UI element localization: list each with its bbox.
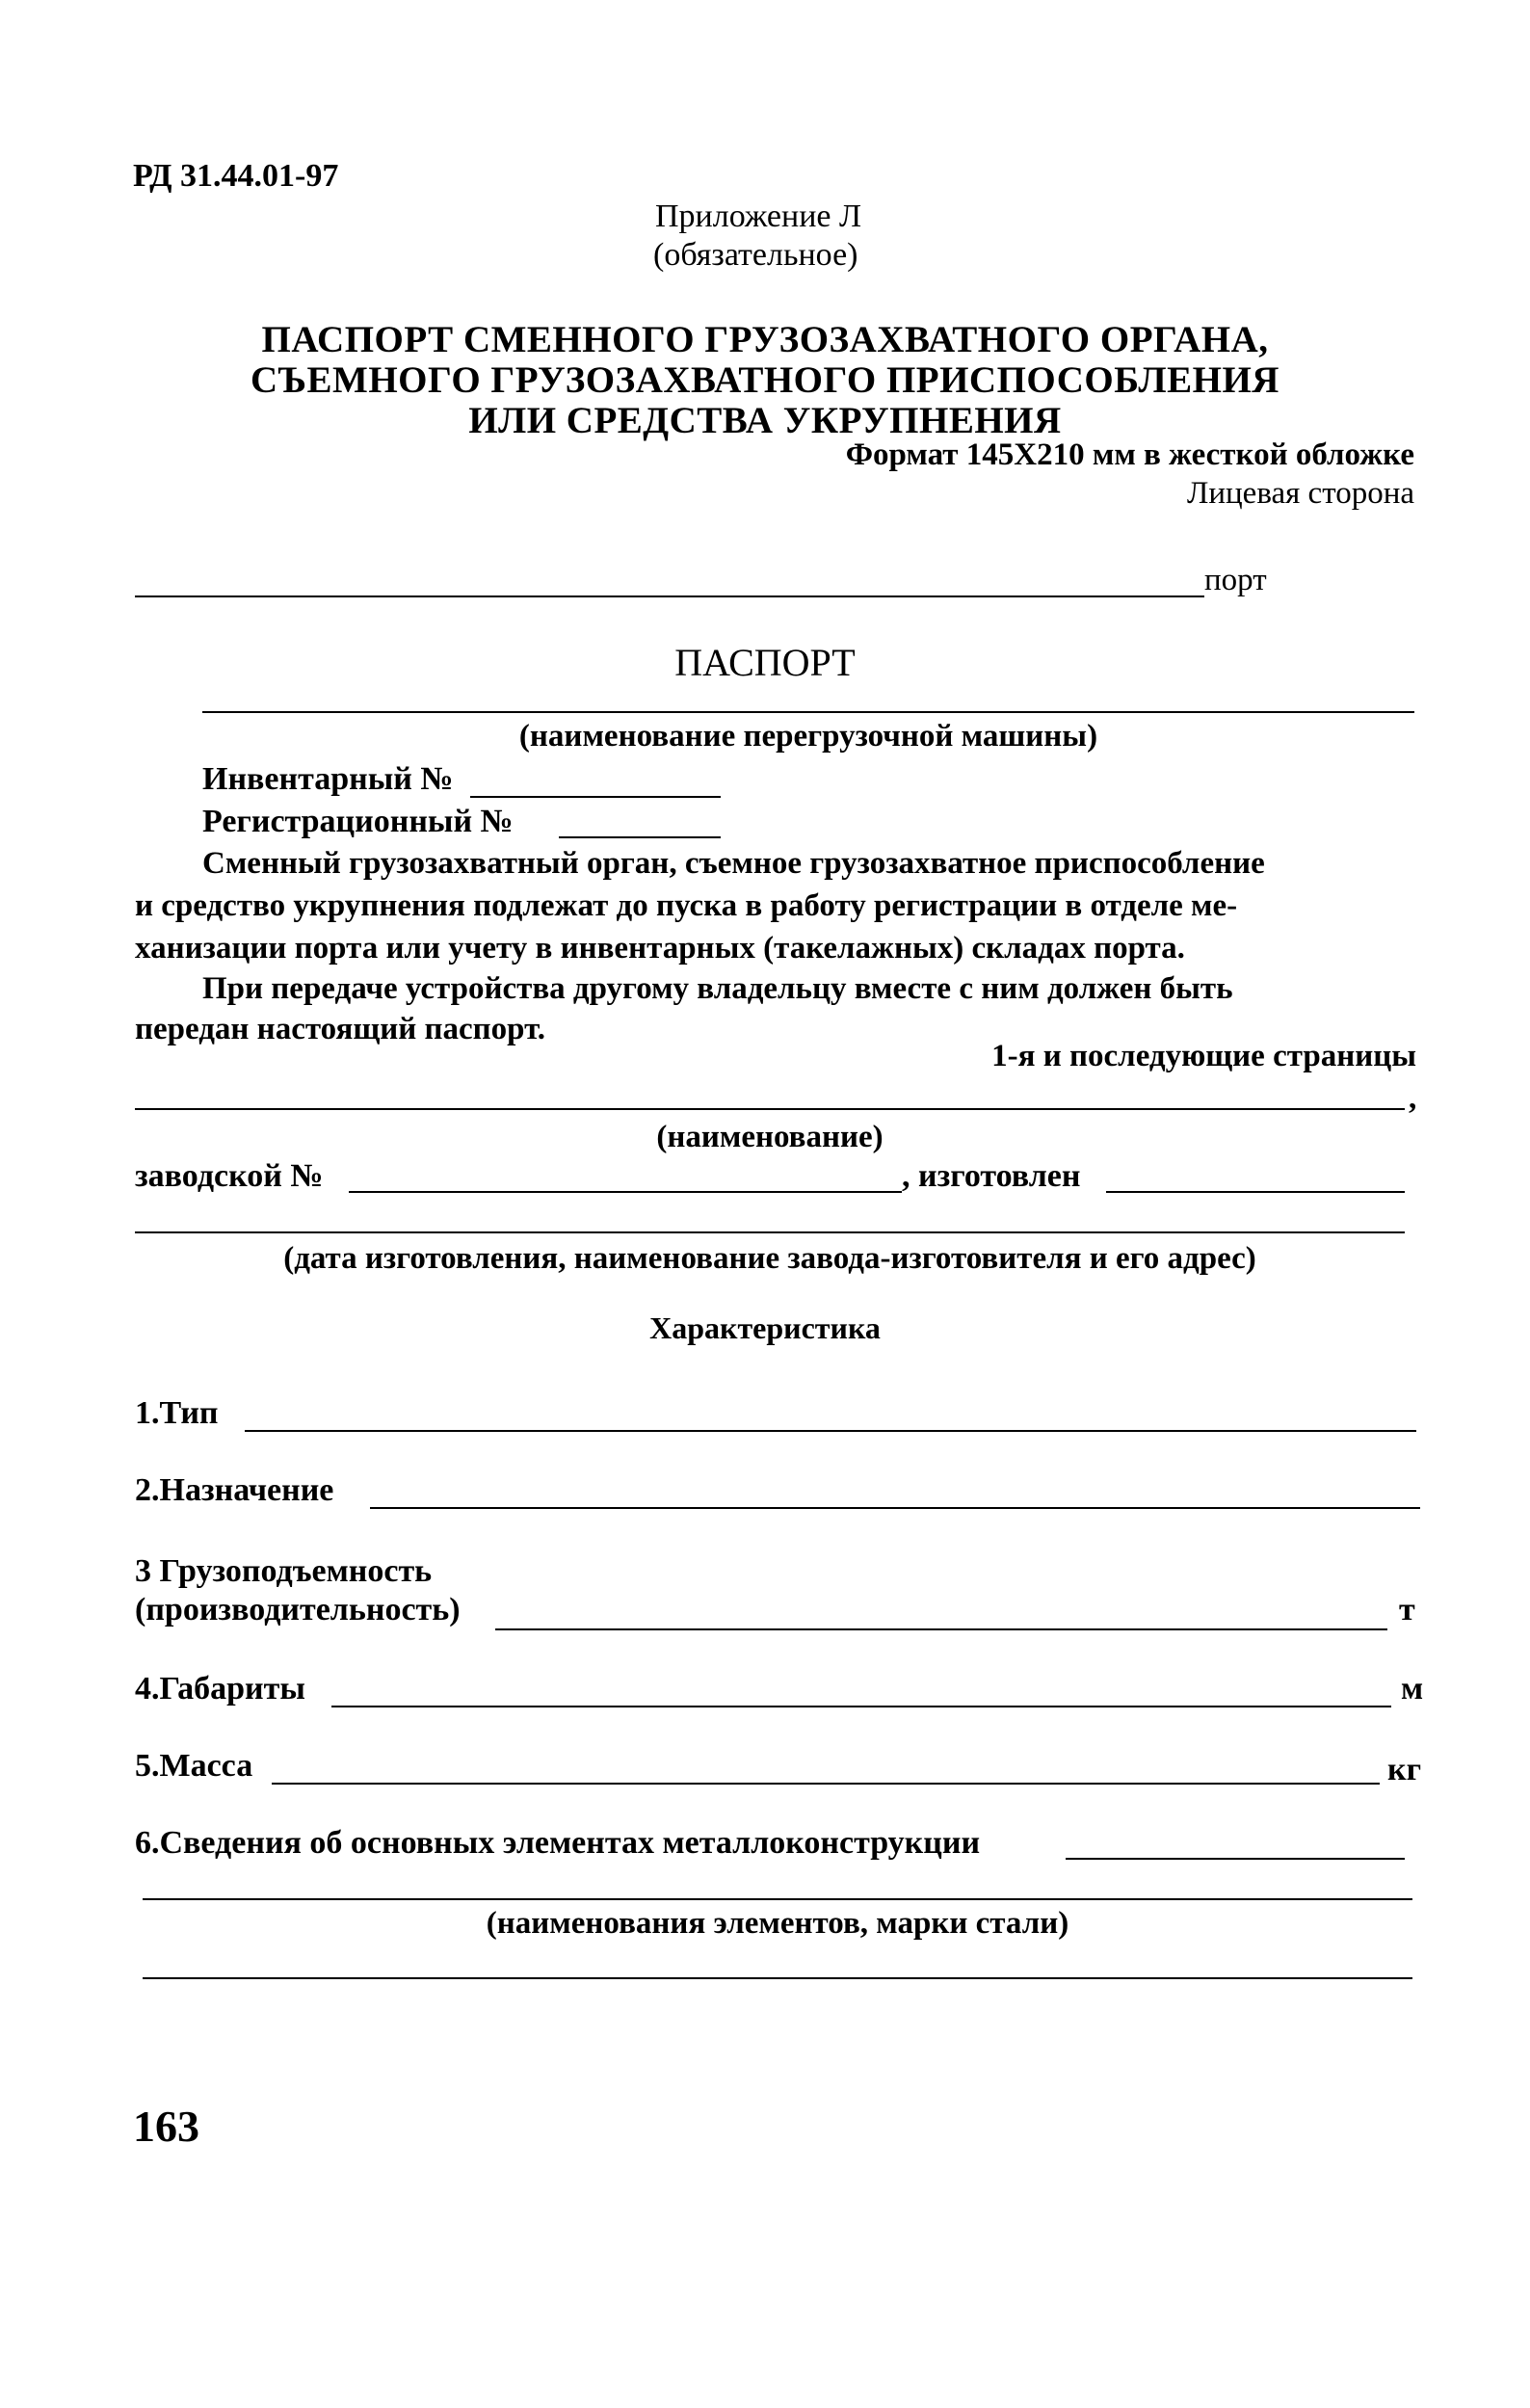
main-title-line-2: СЪЕМНОГО ГРУЗОЗАХВАТНОГО ПРИСПОСОБЛЕНИЯ <box>251 359 1279 401</box>
annex-title: Приложение Л <box>655 198 862 234</box>
machine-name-line <box>202 711 1414 713</box>
document-code: РД 31.44.01-97 <box>133 158 339 194</box>
paragraph-2-line-1: При передаче устройства другому владельцу вместе с ним должен быть <box>202 971 1233 1006</box>
mass-unit: кг <box>1387 1752 1422 1787</box>
port-name-line <box>135 595 1204 597</box>
paragraph-1-line-2: и средство укрупнения подлежат до пуска в работу регистрации в отделе ме- <box>135 888 1238 923</box>
item-name-comma: , <box>1409 1081 1417 1116</box>
purpose-label: 2.Назначение <box>135 1472 334 1508</box>
inventory-number-label: Инвентарный № <box>202 761 454 797</box>
type-label: 1.Тип <box>135 1395 219 1431</box>
characteristics-heading: Характеристика <box>649 1310 881 1345</box>
steel-grades-line <box>143 1898 1412 1900</box>
dimensions-line <box>331 1706 1391 1707</box>
dimensions-unit: м <box>1401 1671 1424 1707</box>
passport-heading: ПАСПОРТ <box>674 641 856 684</box>
machine-name-caption: (наименование перегрузочной машины) <box>518 719 1098 754</box>
manufactured-line <box>1106 1191 1405 1193</box>
metal-structure-line <box>1066 1858 1405 1860</box>
mass-line <box>272 1783 1380 1785</box>
dimensions-label: 4.Габариты <box>135 1671 305 1707</box>
face-side-note: Лицевая сторона <box>1186 476 1414 511</box>
capacity-label-line-2: (производительность) <box>135 1592 461 1627</box>
registration-number-line <box>559 836 721 838</box>
paragraph-1-line-3: ханизации порта или учету в инвентарных (такелажных) складах порта. <box>135 931 1185 966</box>
steel-grades-caption: (наименования элементов, марки стали) <box>486 1906 1069 1941</box>
format-note: Формат 145Х210 мм в жесткой обложке <box>845 437 1414 472</box>
manufactured-label: , изготовлен <box>902 1158 1081 1194</box>
registration-number-label: Регистрационный № <box>202 804 514 839</box>
mass-label: 5.Масса <box>135 1748 253 1784</box>
steel-grades-extra-line <box>143 1977 1412 1979</box>
annex-status: (обязательное) <box>653 237 858 273</box>
main-title-line-3: ИЛИ СРЕДСТВА УКРУПНЕНИЯ <box>468 400 1062 441</box>
factory-number-line <box>349 1191 902 1193</box>
capacity-unit: т <box>1399 1592 1415 1627</box>
item-name-caption: (наименование) <box>656 1120 884 1154</box>
manufacturer-line <box>135 1231 1405 1233</box>
port-label: порт <box>1204 563 1267 597</box>
factory-number-label: заводской № <box>135 1158 324 1194</box>
inventory-number-line <box>470 796 721 798</box>
manufacturer-caption: (дата изготовления, наименование завода-изготовителя и его адрес) <box>283 1241 1256 1276</box>
item-name-line <box>135 1108 1405 1110</box>
purpose-line <box>370 1507 1420 1509</box>
paragraph-2-line-2: передан настоящий паспорт. <box>135 1012 546 1046</box>
main-title-line-1: ПАСПОРТ СМЕННОГО ГРУЗОЗАХВАТНОГО ОРГАНА, <box>261 319 1269 360</box>
paragraph-1-line-1: Сменный грузозахватный орган, съемное грузозахватное приспособление <box>202 846 1265 881</box>
page-number: 163 <box>133 2102 199 2151</box>
subsequent-pages-note: 1-я и последующие страницы <box>991 1039 1416 1073</box>
capacity-label-line-1: 3 Грузоподъемность <box>135 1553 433 1589</box>
capacity-line <box>495 1628 1387 1630</box>
metal-structure-label: 6.Сведения об основных элементах металлоконструкции <box>135 1825 981 1861</box>
type-line <box>245 1430 1416 1432</box>
